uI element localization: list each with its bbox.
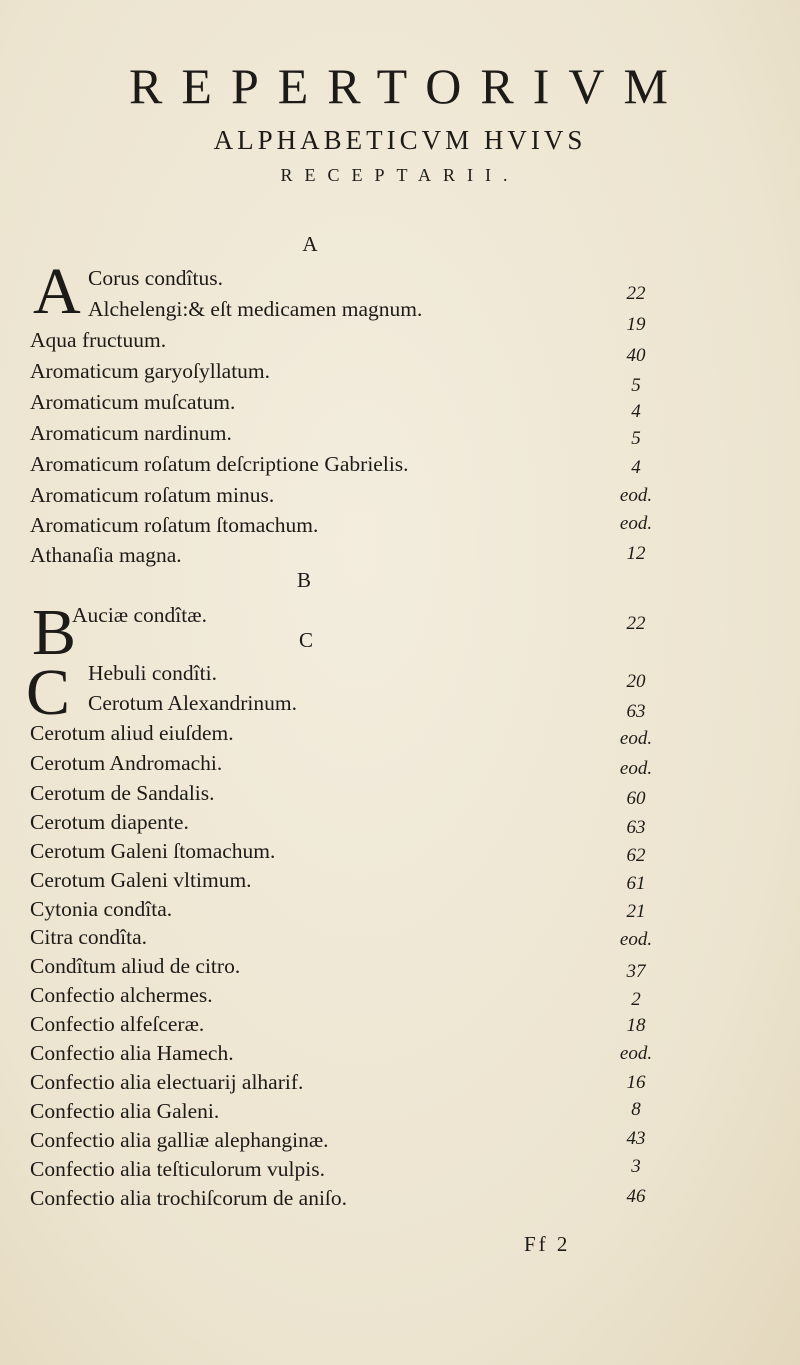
entry-text: Alchelengi:& eſt medicamen magnum. (88, 297, 423, 321)
entry-text: Cerotum Andromachi. (30, 751, 223, 775)
page-number: 19 (626, 314, 646, 335)
entry-text: Corus condîtus. (88, 266, 223, 290)
subtitle-line-2: RECEPTARII. (280, 165, 520, 185)
entry-text: Aromaticum muſcatum. (30, 390, 236, 414)
entry-text: Aromaticum roſatum ſtomachum. (30, 513, 319, 537)
page-number: 16 (626, 1072, 646, 1093)
page-number: 63 (626, 817, 646, 838)
page-number: 18 (626, 1015, 646, 1036)
page-number: 21 (626, 901, 646, 922)
subtitle-line-1: ALPHABETICVM HVIVS (213, 125, 587, 155)
page-number: 22 (626, 283, 646, 304)
entry-text: Cerotum diapente. (30, 810, 189, 834)
page-number: 37 (626, 961, 646, 982)
initial-c: C (26, 656, 71, 729)
entry-text: Confectio alia Galeni. (30, 1099, 220, 1123)
section-letter-c: C (298, 628, 313, 652)
entry-text: Auciæ condîtæ. (72, 603, 207, 627)
page-number: 5 (631, 428, 641, 449)
initial-b: B (32, 596, 77, 669)
signature-mark: Ff 2 (524, 1232, 571, 1256)
entry-text: Cerotum aliud eiuſdem. (30, 721, 234, 745)
page-number: 46 (626, 1186, 646, 1207)
page-number: 5 (631, 375, 641, 396)
entry-text: Cerotum Galeni ſtomachum. (30, 839, 276, 863)
entry-text: Aromaticum roſatum minus. (30, 483, 275, 507)
entry-text: Aromaticum roſatum deſcriptione Gabrielis. (30, 452, 409, 476)
entry-text: Confectio alfeſceræ. (30, 1012, 205, 1036)
subtitle (0, 125, 800, 156)
page-number: 3 (631, 1156, 641, 1177)
page-number: 4 (631, 457, 641, 478)
initial-a: A (33, 255, 81, 328)
page-number: 61 (626, 873, 646, 894)
entry-text: Citra condîta. (30, 925, 148, 949)
page-number: 40 (626, 345, 646, 366)
entry-text: Aromaticum nardinum. (30, 421, 232, 445)
entry-text: Cerotum Galeni vltimum. (30, 868, 252, 892)
page-number: 22 (626, 613, 646, 634)
page-number: 63 (626, 701, 646, 722)
entry-text: Hebuli condîti. (88, 661, 217, 685)
entry-text: Cytonia condîta. (30, 897, 173, 921)
entry-text: Confectio alchermes. (30, 983, 213, 1007)
page-number: eod. (619, 728, 653, 749)
page-number: 60 (626, 788, 646, 809)
page-number: 4 (631, 401, 641, 422)
section-letter-b: B (296, 568, 311, 592)
entry-text: Cerotum de Sandalis. (30, 781, 215, 805)
page-number: eod. (619, 758, 653, 779)
page-number: 20 (626, 671, 646, 692)
entry-text: Confectio alia trochiſcorum de aniſo. (30, 1186, 348, 1210)
entry-text: Confectio alia electuarij alharif. (30, 1070, 304, 1094)
page-number: eod. (619, 485, 653, 506)
page-number: 62 (626, 845, 646, 866)
entry-text: Confectio alia Hamech. (30, 1041, 234, 1065)
section-letter-a: A (302, 232, 318, 256)
entry-text: Aromaticum garyoſyllatum. (30, 359, 271, 383)
entry-text: Aqua fructuum. (30, 328, 167, 352)
page-number: 12 (626, 543, 646, 564)
page-number: 8 (631, 1099, 641, 1120)
entry-text: Athanaſia magna. (30, 543, 182, 567)
page-number: 43 (626, 1128, 646, 1149)
page-number: eod. (619, 1043, 653, 1064)
page-number: eod. (619, 929, 653, 950)
page-title: REPERTORIVM (129, 58, 687, 114)
entry-text: Cerotum Alexandrinum. (88, 691, 297, 715)
entry-text: Confectio alia galliæ alephanginæ. (30, 1128, 329, 1152)
entry-text: Condîtum aliud de citro. (30, 954, 241, 978)
page-number: eod. (619, 513, 653, 534)
page-number: 2 (631, 989, 641, 1010)
entry-text: Confectio alia teſticulorum vulpis. (30, 1157, 325, 1181)
